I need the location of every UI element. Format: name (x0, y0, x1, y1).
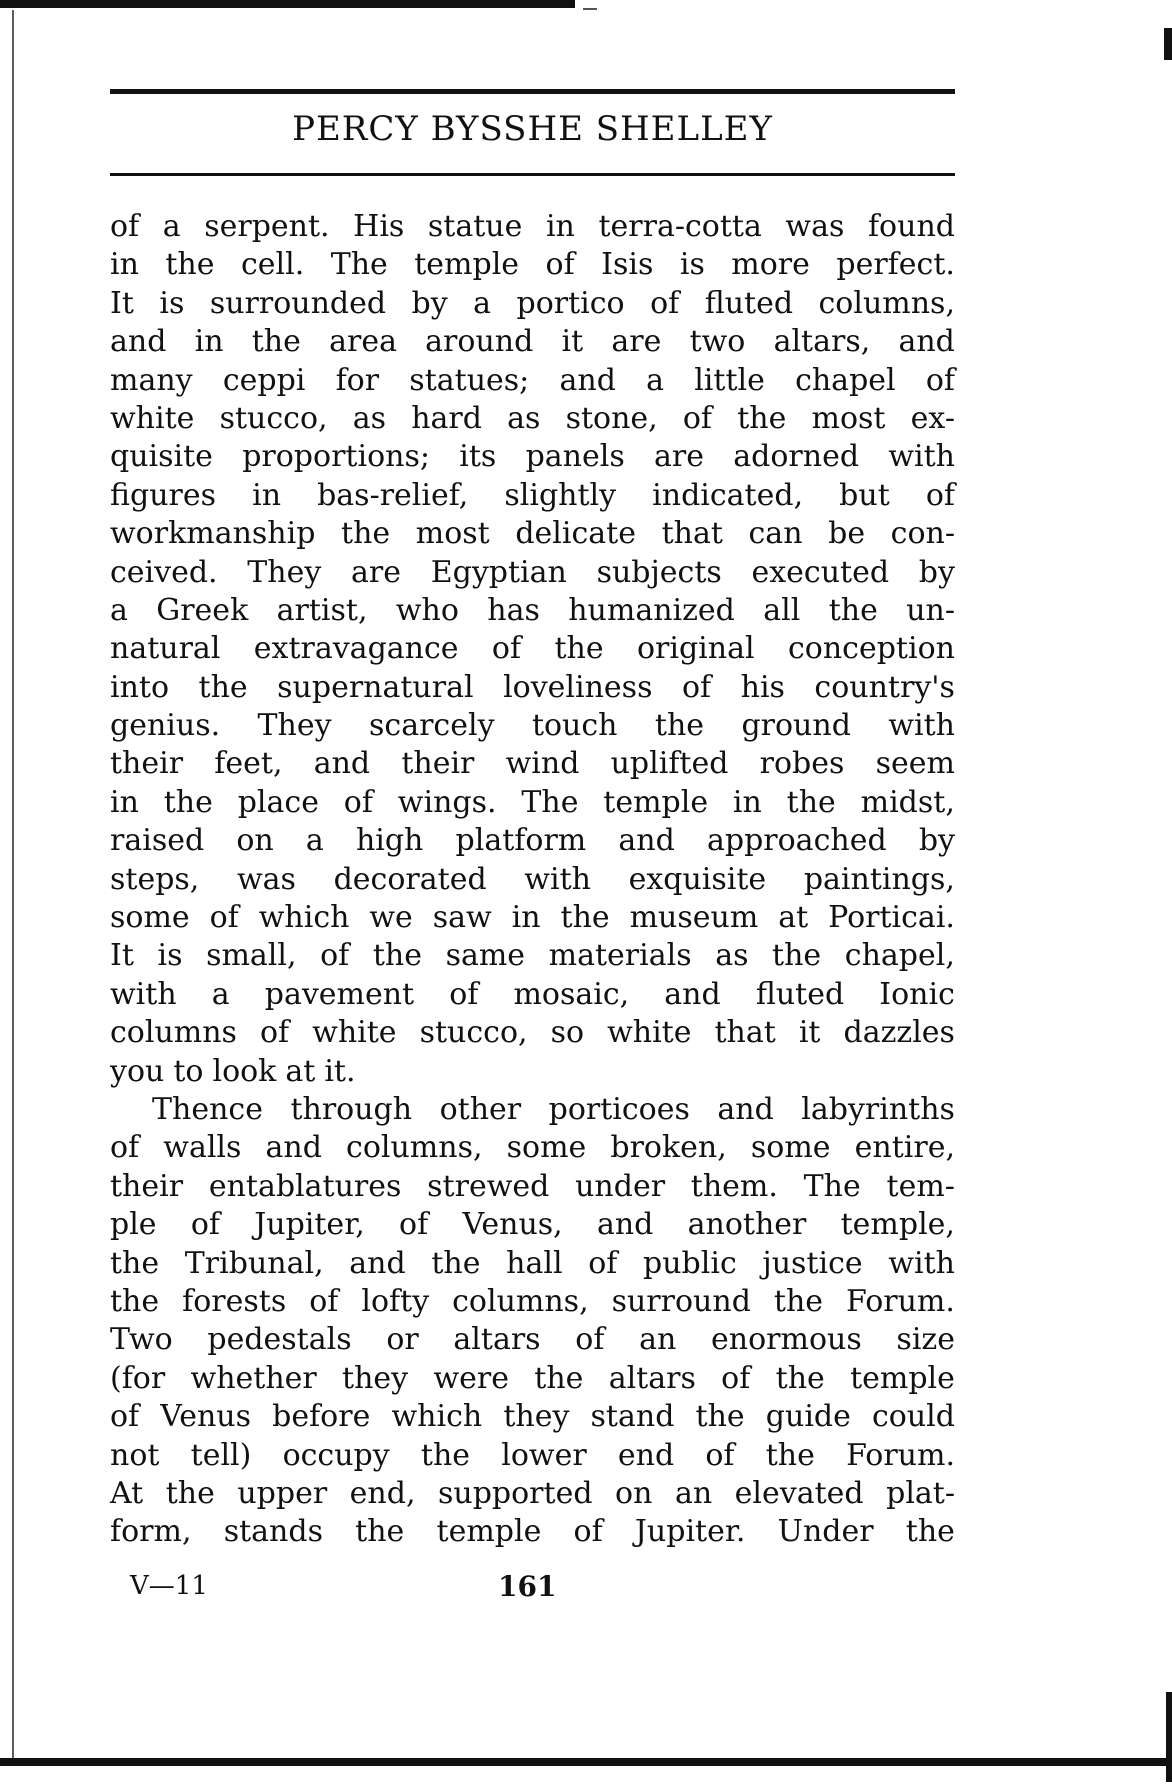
header-rule-top (110, 89, 955, 94)
text-line: a Greek artist, who has humanized all the un- (110, 592, 955, 628)
text-line: many ceppi for statues; and a little chapel of (110, 362, 955, 398)
text-line: It is surrounded by a portico of fluted columns, (110, 285, 955, 321)
signature-mark: V—11 (130, 1571, 208, 1601)
scan-edge-bottom (0, 1758, 1172, 1766)
text-line: figures in bas-relief, slightly indicated, but of (110, 477, 955, 513)
text-line: some of which we saw in the museum at Porticai. (110, 900, 955, 936)
text-line: in the place of wings. The temple in the midst, (110, 784, 955, 820)
text-line: the Tribunal, and the hall of public justice with (110, 1245, 955, 1281)
text-line: of walls and columns, some broken, some entire, (110, 1130, 955, 1166)
text-line: of a serpent. His statue in terra-cotta was found (110, 209, 955, 244)
text-line: into the supernatural loveliness of his country's (110, 669, 955, 705)
scan-edge-right-top (1164, 28, 1172, 60)
text-line: Thence through other porticoes and labyrinths (152, 1091, 955, 1127)
text-line: and in the area around it are two altars, and (110, 324, 955, 360)
text-line: natural extravagance of the original conception (110, 631, 955, 667)
scan-edge-left (12, 10, 14, 1760)
text-line: steps, was decorated with exquisite paintings, (110, 861, 955, 897)
text-line: the forests of lofty columns, surround the Forum. (110, 1283, 955, 1319)
text-line: raised on a high platform and approached by (110, 823, 955, 859)
text-line: It is small, of the same materials as the chapel, (110, 938, 955, 974)
text-line: their feet, and their wind uplifted robes seem (110, 746, 955, 782)
text-line: ple of Jupiter, of Venus, and another temple, (110, 1207, 955, 1243)
header-rule-bottom (110, 173, 955, 176)
text-line: ceived. They are Egyptian subjects executed by (110, 554, 955, 590)
text-line: white stucco, as hard as stone, of the most ex- (110, 400, 955, 436)
text-line: quisite proportions; its panels are adorned with (110, 439, 955, 475)
text-line: Two pedestals or altars of an enormous size (110, 1322, 955, 1358)
text-line: in the cell. The temple of Isis is more perfect. (110, 247, 955, 283)
text-line: their entablatures strewed under them. The tem- (110, 1168, 955, 1204)
text-line: form, stands the temple of Jupiter. Under the (110, 1514, 955, 1550)
text-line: you to look at it. (110, 1053, 356, 1089)
text-line: columns of white stucco, so white that it dazzles (110, 1015, 955, 1051)
text-line: At the upper end, supported on an elevated plat- (110, 1475, 955, 1511)
text-line: of Venus before which they stand the guide could (110, 1399, 955, 1435)
scan-edge-right-bottom (1166, 1692, 1172, 1782)
scan-edge-top-dash (583, 8, 597, 10)
body-text (110, 208, 955, 1552)
text-line: workmanship the most delicate that can be con- (110, 516, 955, 552)
text-line: (for whether they were the altars of the temple (110, 1360, 955, 1396)
text-line: not tell) occupy the lower end of the Forum. (110, 1437, 955, 1473)
text-line: with a pavement of mosaic, and fluted Ionic (110, 976, 955, 1012)
text-line: genius. They scarcely touch the ground with (110, 708, 955, 744)
running-head: PERCY BYSSHE SHELLEY (292, 109, 773, 149)
page-number: 161 (498, 1570, 557, 1603)
scan-edge-top (0, 0, 575, 8)
